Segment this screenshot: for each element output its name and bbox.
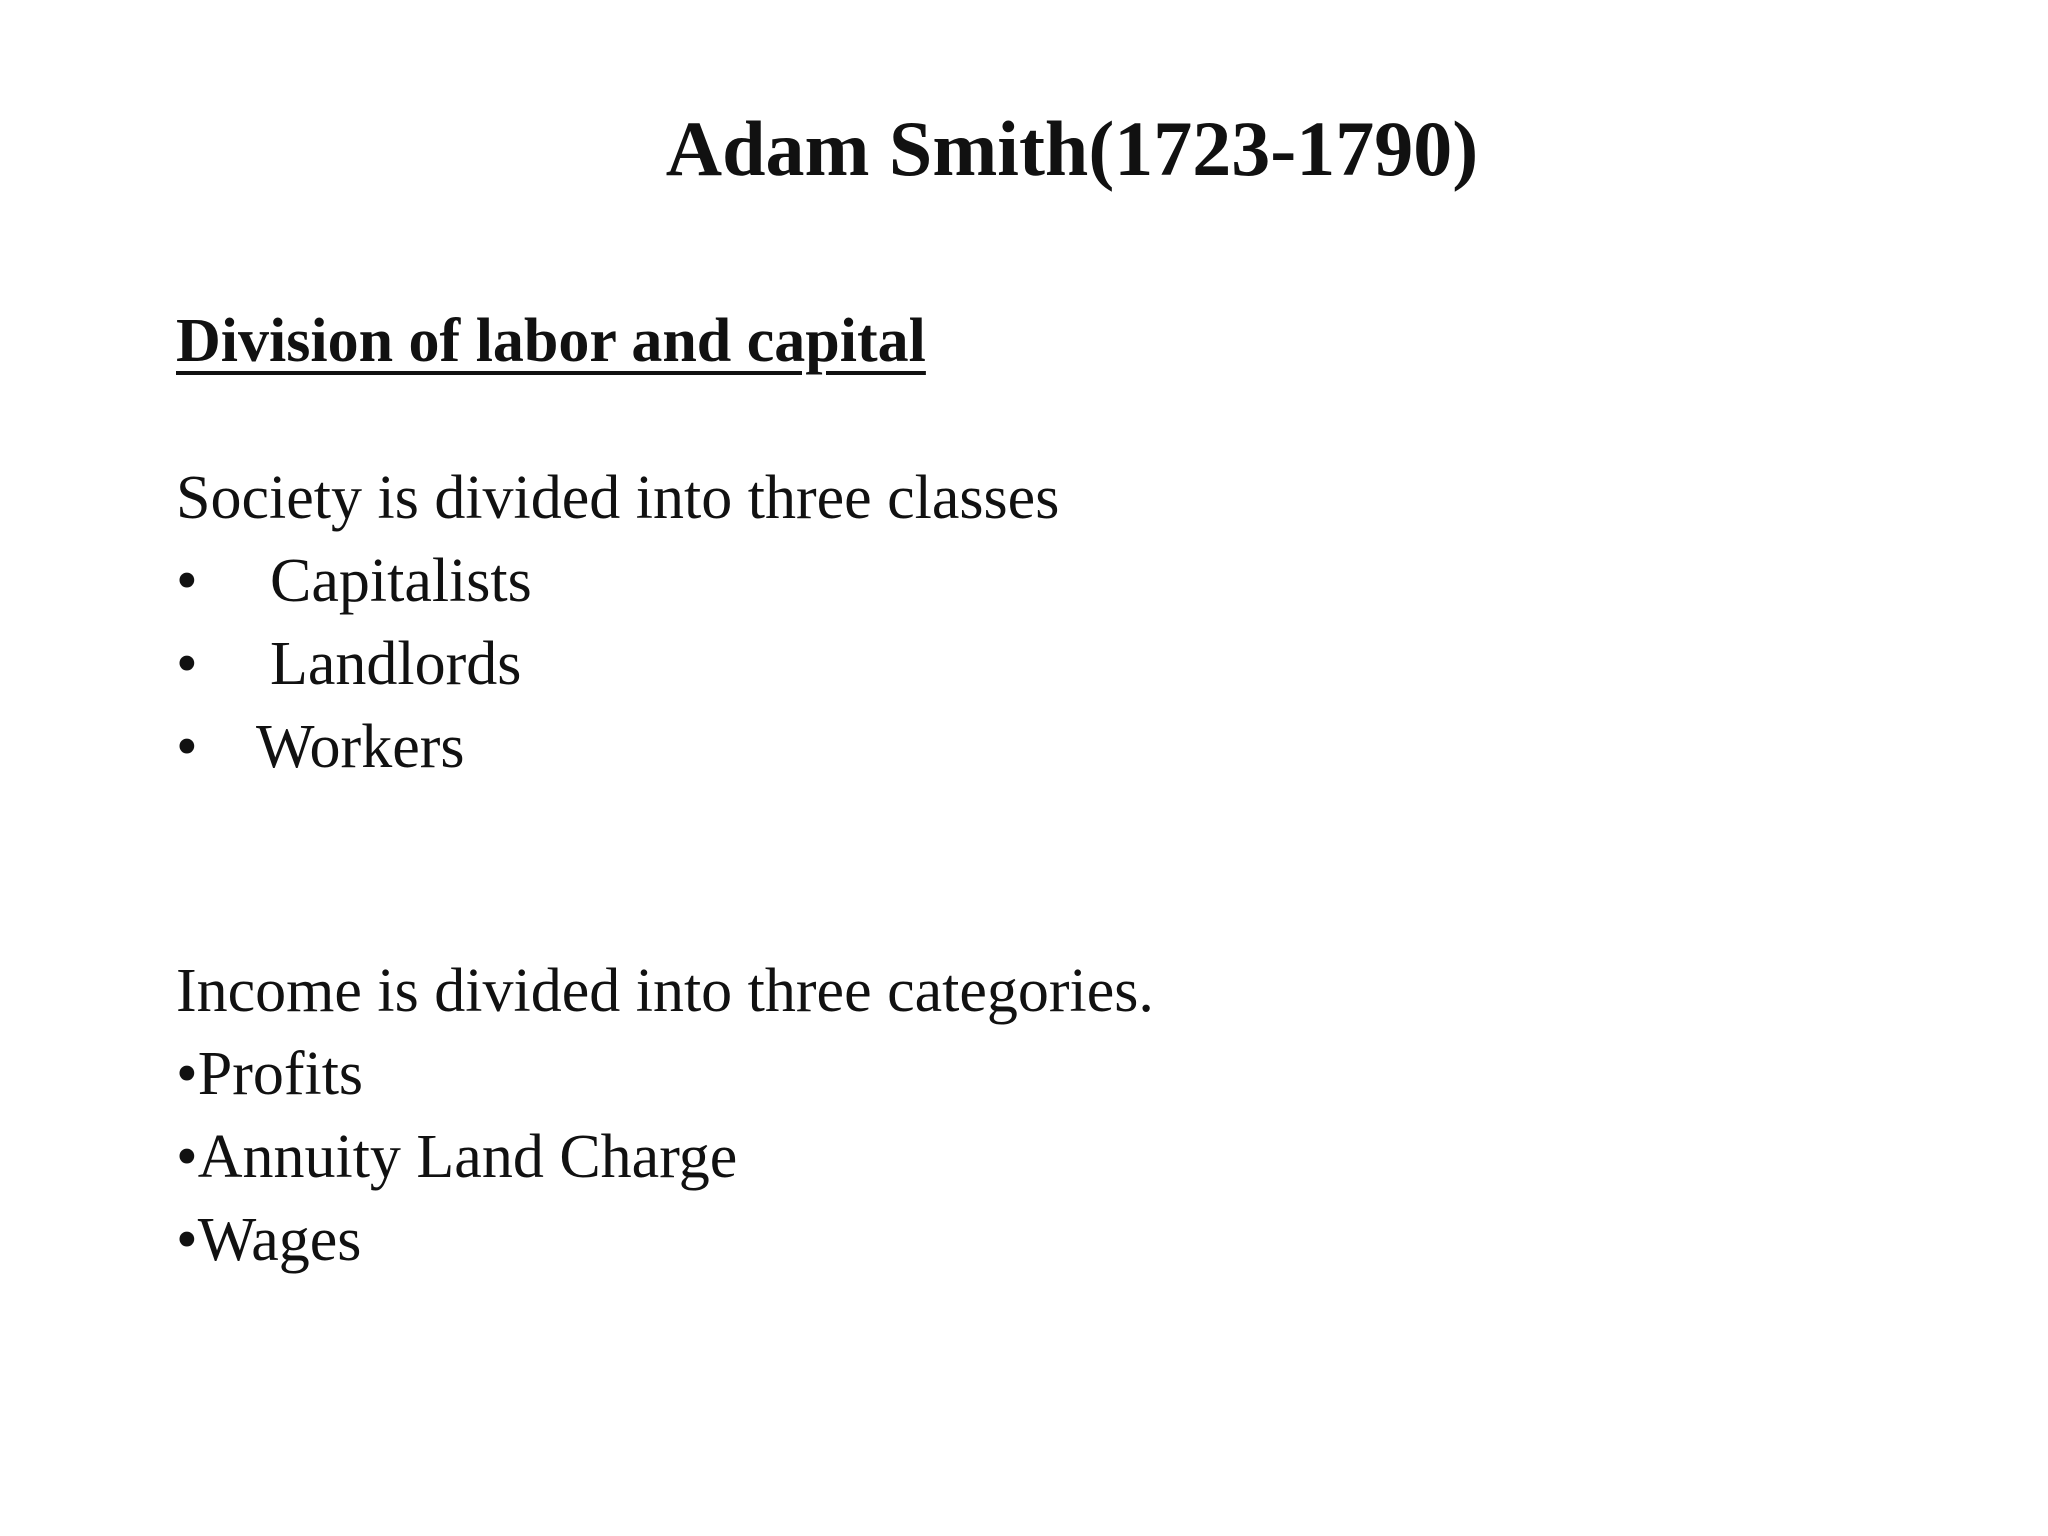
income-intro: Income is divided into three categories.: [176, 957, 1154, 1025]
society-classes-block: [176, 457, 1059, 789]
bullet-icon: •: [176, 713, 198, 781]
income-item-annuity-land-charge: •Annuity Land Charge: [176, 1123, 738, 1191]
class-landlords: Landlords: [270, 630, 522, 698]
list-item: [176, 623, 1059, 706]
society-intro: Society is divided into three classes: [176, 464, 1060, 532]
bullet-icon: •: [176, 630, 198, 698]
income-item-profits: •Profits: [176, 1040, 364, 1108]
class-capitalists: Capitalists: [270, 547, 532, 615]
slide-title: Adam Smith(1723-1790): [665, 105, 1479, 192]
income-categories-block: [176, 950, 1154, 1282]
section-heading: Division of labor and capital: [176, 307, 926, 375]
income-item-wages: •Wages: [176, 1206, 362, 1274]
bullet-icon: •: [176, 547, 198, 615]
list-item: [176, 540, 1059, 623]
class-workers: Workers: [256, 713, 465, 781]
list-item: [176, 706, 1059, 789]
